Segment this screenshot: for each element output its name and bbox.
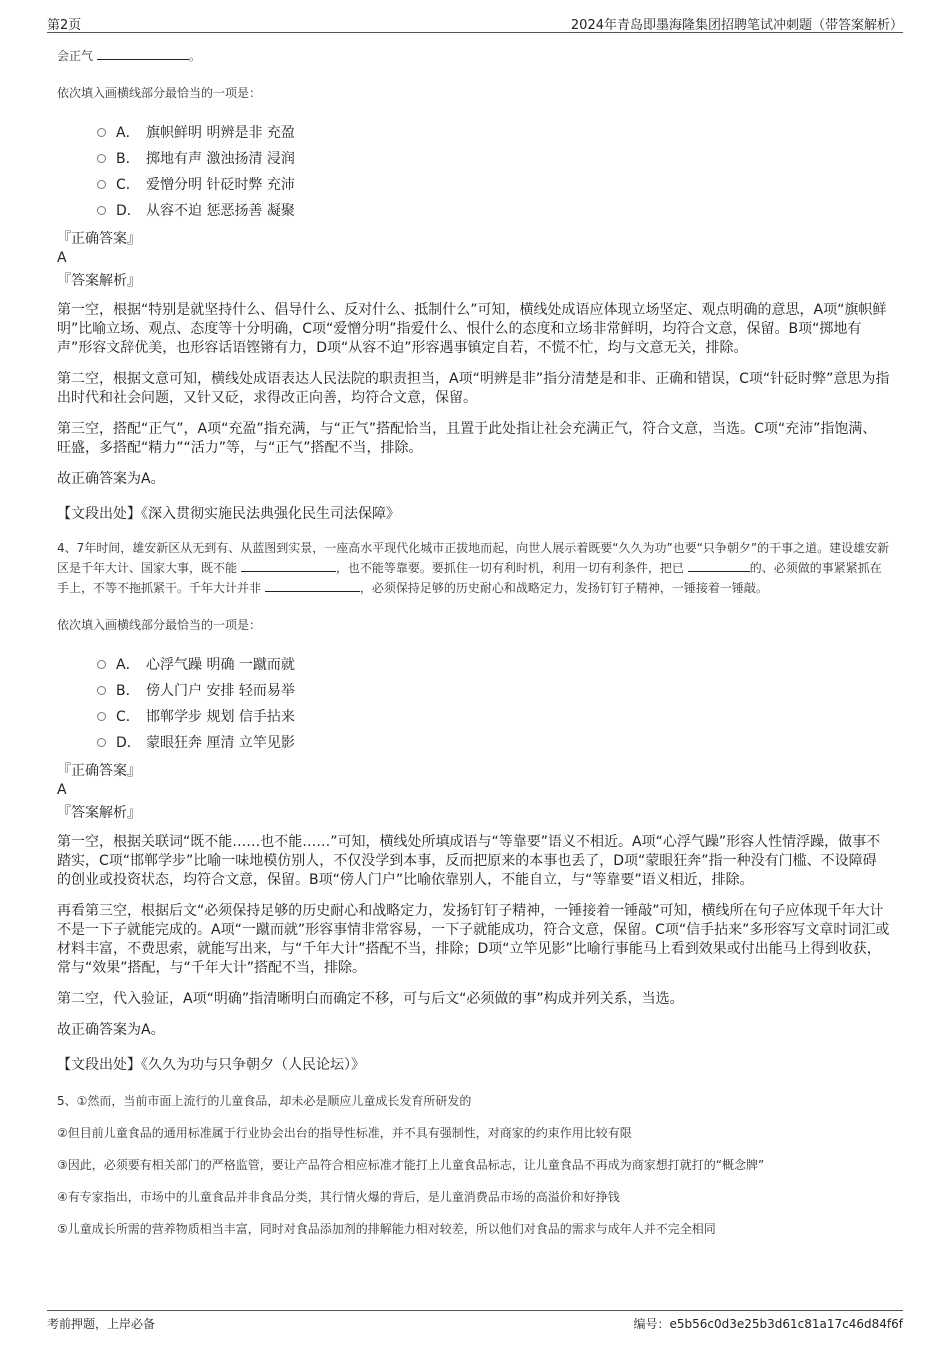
option-letter: D． — [116, 735, 141, 751]
q4-options — [97, 651, 890, 755]
q4-stem-part2: ，也不能等靠要。要抓住一切有利时机，利用一切有利条件，把已 — [335, 561, 684, 575]
q3-answer: A — [57, 250, 67, 266]
radio-icon[interactable] — [97, 154, 106, 163]
q4-prompt: 依次填入画横线部分最恰当的一项是： — [57, 618, 262, 632]
q4-number: 4、 — [57, 541, 77, 555]
radio-icon[interactable] — [97, 686, 106, 695]
q4-option-a[interactable] — [97, 651, 890, 677]
option-text: 蒙眼狂奔 厘清 立竿见影 — [146, 735, 295, 751]
page-header — [47, 12, 903, 33]
radio-icon[interactable] — [97, 180, 106, 189]
q4-source: 【文段出处】《久久为功与只争朝夕（人民论坛）》 — [57, 1057, 365, 1073]
q3-option-d[interactable] — [97, 197, 890, 223]
option-letter: C． — [116, 177, 140, 193]
q4-analysis-label: 『答案解析』 — [57, 805, 141, 821]
q3-prompt: 依次填入画横线部分最恰当的一项是： — [57, 86, 262, 100]
q4-answer: A — [57, 782, 67, 798]
option-letter: D． — [116, 203, 141, 219]
option-text: 掷地有声 激浊扬清 浸润 — [146, 151, 295, 167]
option-text: 从容不迫 惩恶扬善 凝聚 — [146, 203, 295, 219]
footer-slogan: 考前押题，上岸必备 — [47, 1317, 156, 1331]
page-footer — [47, 1310, 903, 1333]
q4-analysis-para-3: 第二空，代入验证，A项“明确”指清晰明白而确定不移，可与后文“必须做的事”构成并列关系，当选。 — [57, 991, 684, 1007]
q3-analysis-conclusion: 故正确答案为A。 — [57, 471, 165, 487]
option-text: 旗帜鲜明 明辨是非 充盈 — [146, 125, 295, 141]
q4-stem — [57, 538, 890, 598]
q3-analysis-para-1: 第一空，根据“特别是就坚持什么、倡导什么、反对什么、抵制什么”可知，横线处成语应体现立场坚定、观点明确的意思，A项“旗帜鲜明”比喻立场、观点、态度等十分明确，C项“爱憎分明”指爱什么、恨什么的态度和立场非常鲜明，均符合文意，保留。B项“掷地有声”形容文辞优美，也形容话语铿锵有力，D项“从容不迫”形容遇事镇定自若，不慌不忙，均与文意无关，排除。 — [57, 302, 887, 356]
q3-source: 【文段出处】《深入贯彻实施民法典强化民生司法保障》 — [57, 506, 400, 522]
q4-answer-label: 『正确答案』 — [57, 763, 141, 779]
q4-option-c[interactable] — [97, 703, 890, 729]
option-letter: B． — [116, 151, 140, 167]
q4-blank-2 — [688, 559, 750, 572]
q4-option-b[interactable] — [97, 677, 890, 703]
q3-options — [97, 119, 890, 223]
document-title: 2024年青岛即墨海隆集团招聘笔试冲刺题（带答案解析） — [570, 18, 903, 33]
q3-analysis-para-2: 第二空，根据文意可知，横线处成语表达人民法院的职责担当，A项“明辨是非”指分清楚是和非、正确和错误，C项“针砭时弊”意思为指出时代和社会问题，又针又砭，求得改正向善，均符合文意，保留。 — [57, 371, 890, 406]
radio-icon[interactable] — [97, 712, 106, 721]
q3-analysis-para-3: 第三空，搭配“正气”，A项“充盈”指充满，与“正气”搭配恰当，且置于此处指让社会充满正气，符合文意，当选。C项“充沛”指饱满、旺盛，多搭配“精力”“活力”等，与“正气”搭配不当，排除。 — [57, 421, 877, 456]
option-letter: B． — [116, 683, 140, 699]
q4-analysis-conclusion: 故正确答案为A。 — [57, 1022, 165, 1038]
q5-sentence-3: ③因此，必须要有相关部门的严格监管，要让产品符合相应标准才能打上儿童食品标志，让儿童食品不再成为商家想打就打的“概念牌” — [57, 1158, 765, 1172]
q4-blank-1 — [241, 559, 336, 572]
q5-sentence-1 — [57, 1091, 890, 1111]
q3-option-c[interactable] — [97, 171, 890, 197]
radio-icon[interactable] — [97, 128, 106, 137]
document-id: 编号：e5b56c0d3e25b3d61c81a17c46d84f6f — [633, 1317, 903, 1331]
page-number: 第2页 — [47, 18, 82, 33]
q4-analysis-para-2: 再看第三空，根据后文“必须保持足够的历史耐心和战略定力，发扬钉钉子精神，一锤接着一锤敲”可知，横线所在句子应体现千年大计不是一下子就能完成的。A项“一蹴而就”形容事情非常容易，一下子就能成功，符合文意，保留。C项“信手拈来”多形容写文章时词汇或材料丰富，不费思索，就能写出来，与“千年大计”搭配不当，排除；D项“立竿见影”比喻行事能马上看到效果或付出能马上得到收获，常与“效果”搭配，与“千年大计”搭配不当，排除。 — [57, 903, 890, 976]
option-letter: C． — [116, 709, 140, 725]
option-text: 邯郸学步 规划 信手拈来 — [146, 709, 295, 725]
q5-sentence-4: ④有专家指出，市场中的儿童食品并非食品分类，其行情火爆的背后，是儿童消费品市场的高溢价和好挣钱 — [57, 1190, 620, 1204]
q3-tail-end: 。 — [188, 49, 201, 63]
q5-sentence-text: ①然而，当前市面上流行的儿童食品，却未必是顺应儿童成长发育所研发的 — [76, 1094, 472, 1108]
q4-blank-3 — [265, 579, 360, 592]
option-letter: A． — [116, 125, 140, 141]
radio-icon[interactable] — [97, 206, 106, 215]
q3-tail-text: 会正气 — [57, 49, 94, 63]
q3-option-b[interactable] — [97, 145, 890, 171]
q5-sentence-5: ⑤儿童成长所需的营养物质相当丰富，同时对食品添加剂的排解能力相对较差，所以他们对食品的需求与成年人并不完全相同 — [57, 1222, 716, 1236]
q4-analysis-para-1: 第一空，根据关联词“既不能……也不能……”可知，横线处所填成语与“等靠要”语义不相近。A项“心浮气躁”形容人性情浮躁，做事不踏实，C项“邯郸学步”比喻一味地模仿别人，不仅没学到本事，反而把原来的本事也丢了，D项“蒙眼狂奔”指一种没有门槛、不设障碍的创业或投资状态，均符合文意，保留。B项“傍人门户”比喻依靠别人，不能自立，与“等靠要”语义相近，排除。 — [57, 834, 881, 888]
q4-stem-part3: 的、必须做的事紧紧抓在手上，不等不拖抓紧干。千年大计并非 — [57, 561, 882, 595]
radio-icon[interactable] — [97, 738, 106, 747]
option-text: 心浮气躁 明确 一蹴而就 — [146, 657, 295, 673]
q4-stem-part4: ，必须保持足够的历史耐心和战略定力，发扬钉钉子精神，一锤接着一锤敲。 — [359, 581, 768, 595]
q3-answer-label: 『正确答案』 — [57, 231, 141, 247]
option-letter: A． — [116, 657, 140, 673]
radio-icon[interactable] — [97, 660, 106, 669]
page-content — [57, 46, 890, 1239]
q3-stem-tail — [57, 46, 890, 66]
q5-number: 5、 — [57, 1094, 77, 1108]
q3-analysis-label: 『答案解析』 — [57, 273, 141, 289]
q5-sentence-2: ②但目前儿童食品的通用标准属于行业协会出台的指导性标准，并不具有强制性，对商家的约束作用比较有限 — [57, 1126, 632, 1140]
option-text: 傍人门户 安排 轻而易举 — [146, 683, 295, 699]
q3-option-a[interactable] — [97, 119, 890, 145]
q4-option-d[interactable] — [97, 729, 890, 755]
q4-stem-part1: 7年时间，雄安新区从无到有、从蓝图到实景，一座高水平现代化城市正拔地而起，向世人展示着既要“久久为功”也要“只争朝夕”的干事之道。建设雄安新区是千年大计、国家大事，既不能 — [57, 541, 890, 575]
q3-blank — [97, 47, 189, 60]
option-text: 爱憎分明 针砭时弊 充沛 — [146, 177, 295, 193]
